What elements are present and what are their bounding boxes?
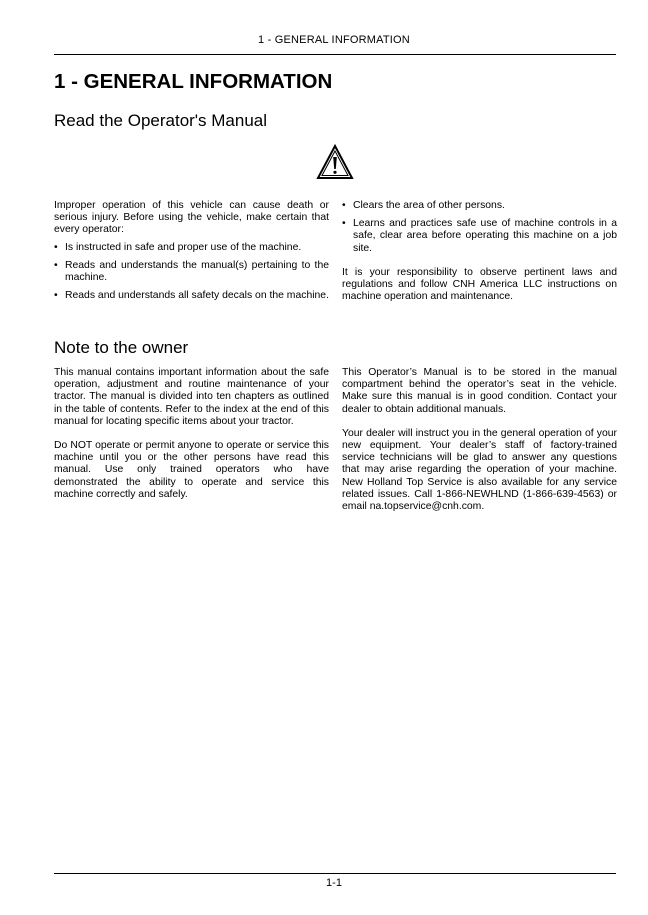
owner-right-column [342,367,617,513]
owner-paragraph: Your dealer will instruct you in the general operation of your new equipment. Your dealer’s staff of factory-trained service technicians will be glad to answer any questions that may arise regarding the operation of your machine. New Holland Top Service is also available for any service related issues. Call 1-866-NEWHLND (1-866-639-4563) or email na.topservice@cnh.com. [342,427,617,513]
list-item: • Reads and understands the manual(s) pertaining to the machine. [54,260,329,284]
manual-intro: Improper operation of this vehicle can cause death or serious injury. Before using the vehicle, make certain that every operator: [54,200,329,236]
chapter-title: 1 - GENERAL INFORMATION [54,70,333,93]
list-item: • Learns and practices safe use of machine controls in a safe, clear area before operating this machine on a job site. [342,218,617,255]
warning-triangle-icon [316,144,354,180]
manual-left-column [54,200,329,302]
footer-rule [54,873,616,874]
owner-paragraph: This manual contains important information about the safe operation, adjustment and routine maintenance of your tractor. The manual is divided into ten chapters as outlined in the table of contents. Refer to the index at the end of this manual for locating specific items about your tractor. [54,367,329,427]
owner-paragraph: Do NOT operate or permit anyone to operate or service this machine until you or the other persons have read this manual. Use only trained operators who have demonstrated the ability to operate and service this machine correctly and safely. [54,440,329,500]
responsibility-paragraph: It is your responsibility to observe pertinent laws and regulations and follow CNH America LLC instructions on machine operation and maintenance. [342,266,617,303]
owner-left-column [54,367,329,501]
list-item: • Clears the area of other persons. [342,200,617,212]
manual-right-column [342,200,617,303]
operator-checklist-continued [342,200,617,255]
operator-checklist [54,242,329,303]
list-item: • Reads and understands all safety decals on the machine. [54,290,329,302]
page-number: 1-1 [326,877,342,889]
list-item: • Is instructed in safe and proper use of the machine. [54,242,329,254]
section-heading-owner: Note to the owner [54,338,189,357]
owner-paragraph: This Operator’s Manual is to be stored in the manual compartment behind the operator’s seat in the vehicle. Make sure this manual is in good condition. Contact your dealer to obtain additional manuals. [342,367,617,415]
header-rule [54,54,616,55]
section-heading-manual: Read the Operator's Manual [54,111,268,130]
running-header: 1 - GENERAL INFORMATION [258,34,410,46]
